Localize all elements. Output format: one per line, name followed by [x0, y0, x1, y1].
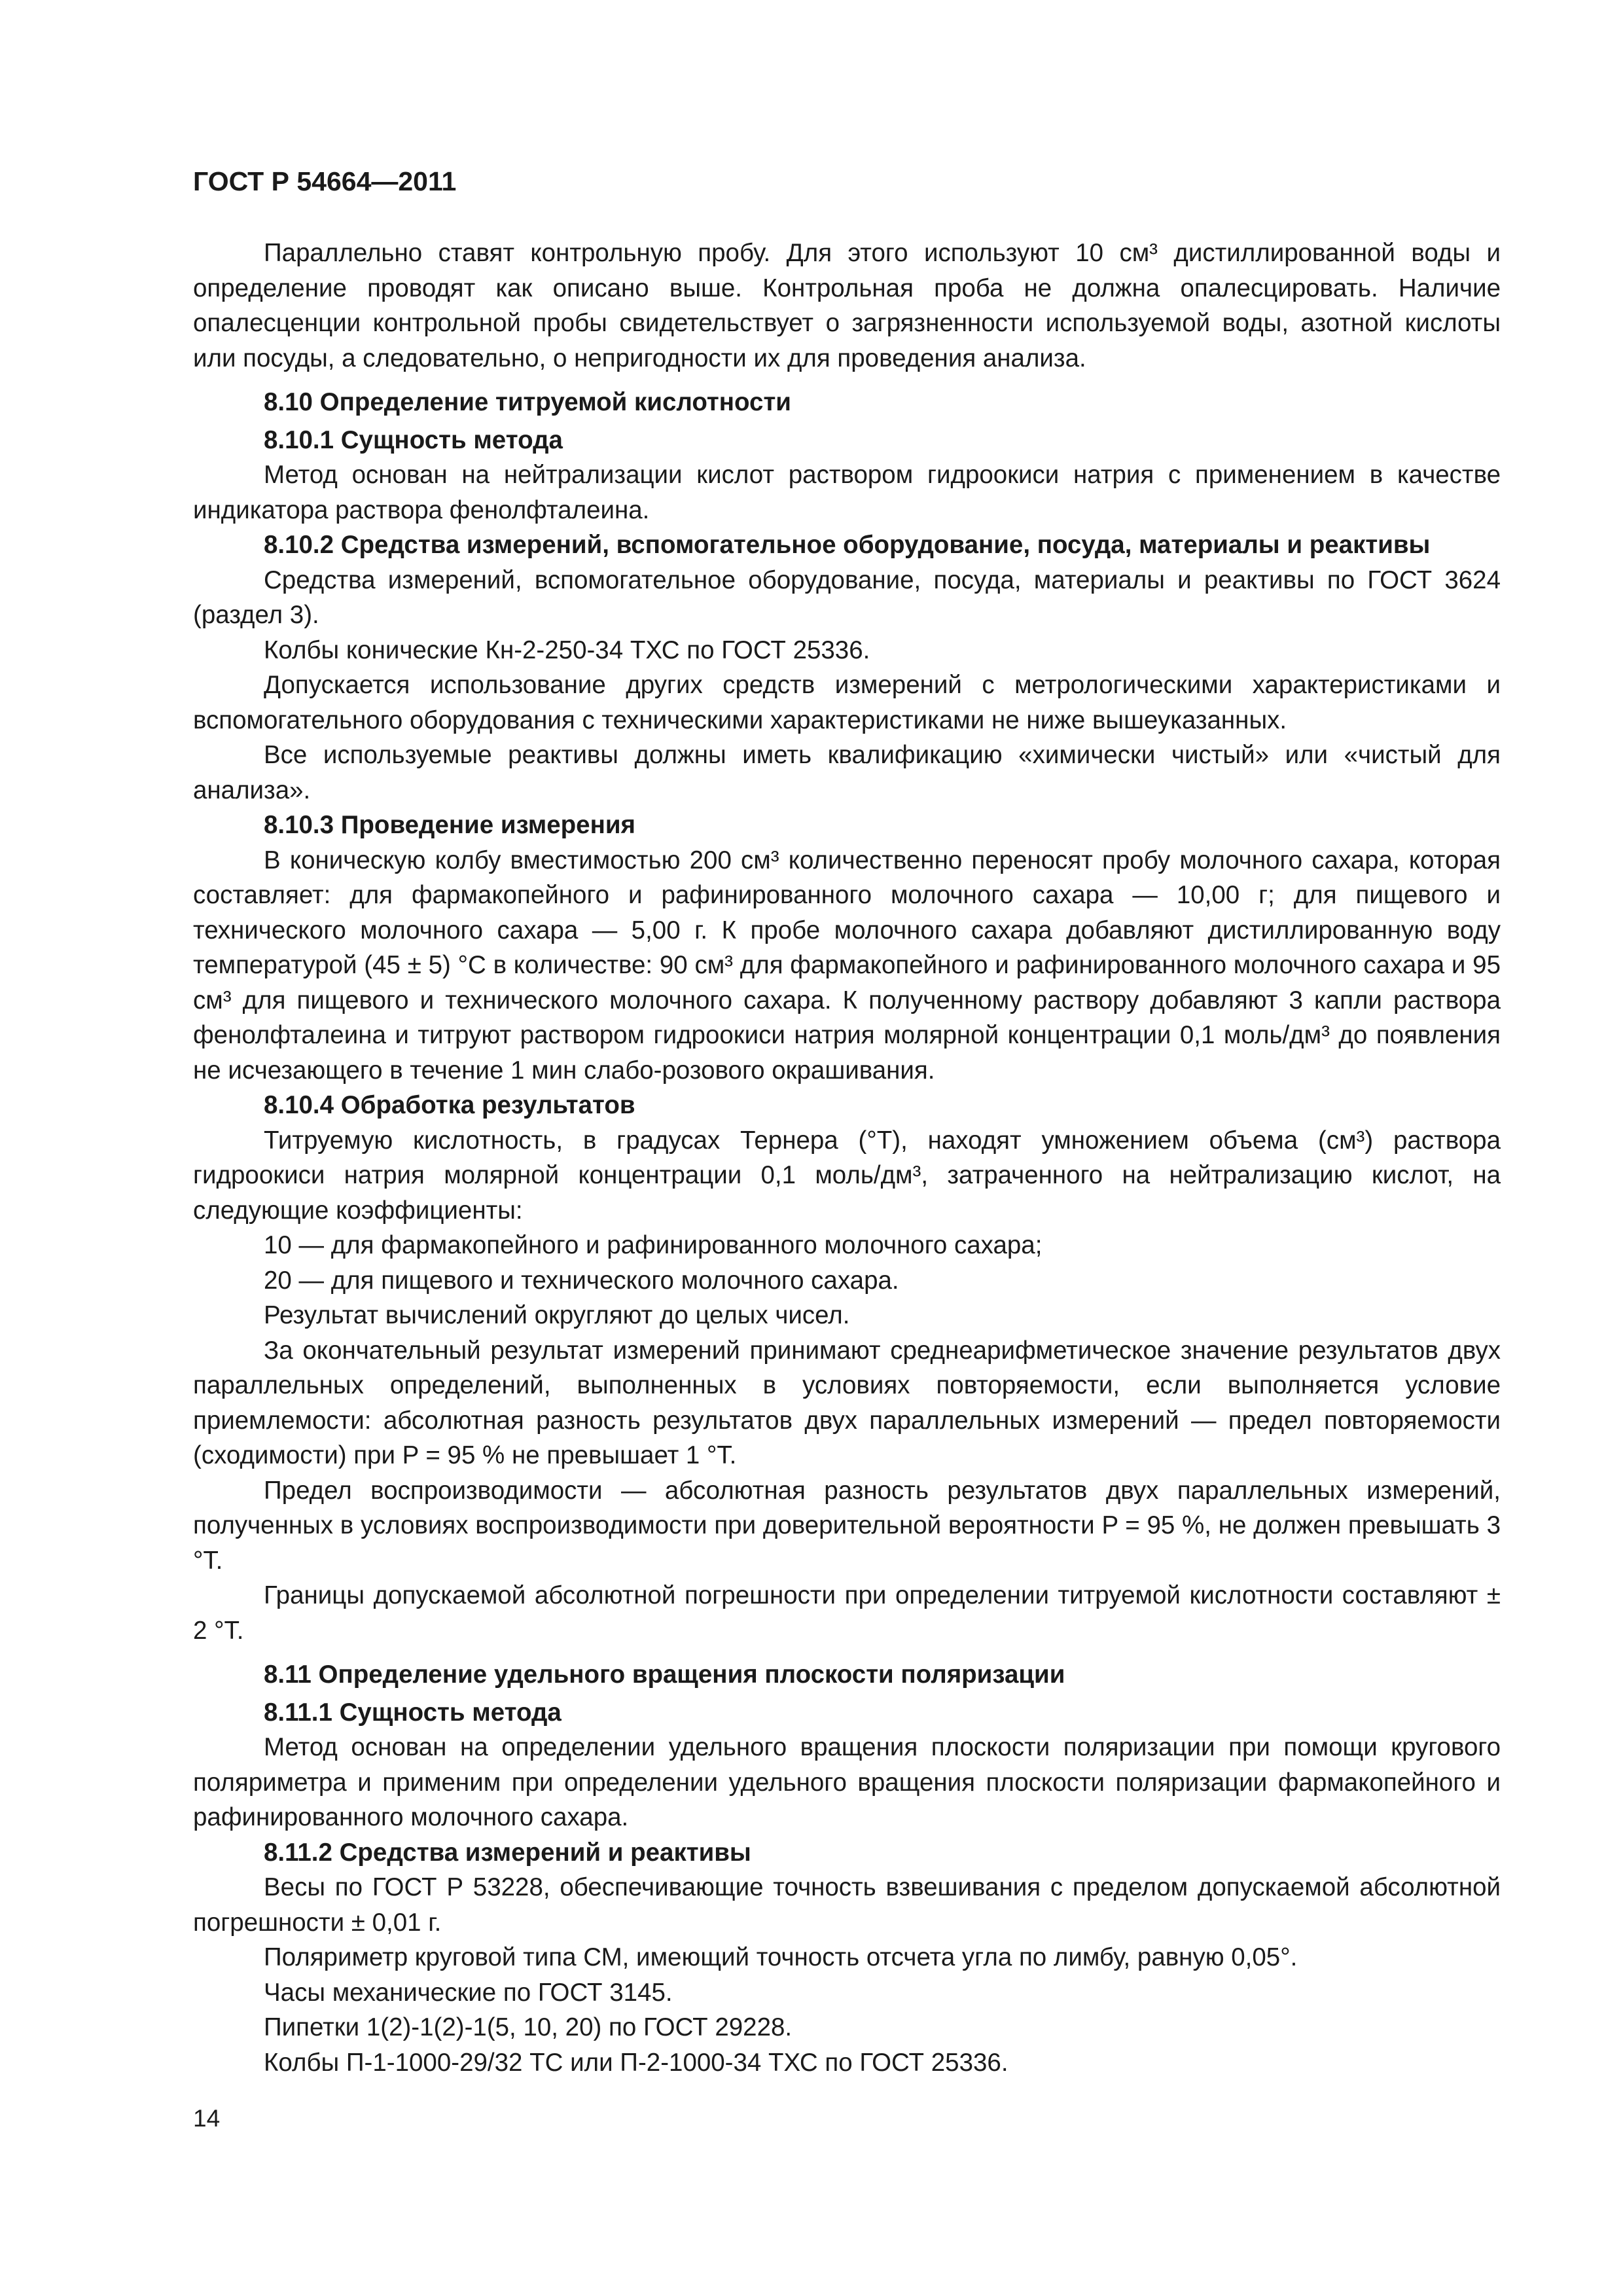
paragraph: Поляриметр круговой типа СМ, имеющий точность отсчета угла по лимбу, равную 0,05°. [264, 1943, 1298, 1971]
subsection-heading: 8.11.1 Сущность метода [264, 1698, 562, 1727]
paragraph: Метод основан на нейтрализации кислот раствором гидроокиси натрия с применением в качестве индикатора раствора фенолфталеина. [193, 461, 1501, 524]
paragraph: Весы по ГОСТ Р 53228, обеспечивающие точность взвешивания с пределом допускаемой абсолютной погрешности ± 0,01 г. [193, 1873, 1501, 1937]
subsection-heading: 8.10.4 Обработка результатов [264, 1091, 635, 1119]
document-body [193, 236, 1501, 2080]
subsection-heading: 8.10.1 Сущность метода [264, 425, 563, 454]
paragraph: 20 — для пищевого и технического молочного сахара. [264, 1266, 899, 1295]
paragraph: За окончательный результат измерений принимают среднеарифметическое значение результатов двух параллельных определений, выполненных в условиях повторяемости, если выполняется условие приемлемости: абсолютная разность результатов двух параллельных измерений — предел повторяемости (сходимости) при P = 95 % не превышает 1 °Т. [193, 1336, 1501, 1469]
paragraph: Колбы конические Кн-2-250-34 ТХС по ГОСТ 25336. [264, 636, 870, 664]
section-heading: 8.10 Определение титруемой кислотности [264, 388, 791, 416]
subsection-heading: 8.10.2 Средства измерений, вспомогательное оборудование, посуда, материалы и реактивы [264, 531, 1431, 559]
paragraph: Часы механические по ГОСТ 3145. [264, 1978, 673, 2007]
paragraph: Границы допускаемой абсолютной погрешности при определении титруемой кислотности составляют ± 2 °Т. [193, 1581, 1501, 1645]
paragraph: 10 — для фармакопейного и рафинированного молочного сахара; [264, 1231, 1043, 1259]
paragraph: Колбы П-1-1000-29/32 ТС или П-2-1000-34 ТХС по ГОСТ 25336. [264, 2048, 1008, 2077]
document-header: ГОСТ Р 54664—2011 [193, 166, 457, 196]
paragraph: Допускается использование других средств измерений с метрологическими характеристиками и вспомогательного оборудования с техническими характеристиками не ниже вышеуказанных. [193, 671, 1501, 734]
paragraph: Предел воспроизводимости — абсолютная разность результатов двух параллельных измерений, полученных в условиях воспроизводимости при доверительной вероятности P = 95 %, не должен превышать 3 °Т. [193, 1476, 1501, 1575]
page-number: 14 [193, 2105, 221, 2132]
paragraph: Средства измерений, вспомогательное оборудование, посуда, материалы и реактивы по ГОСТ 3624 (раздел 3). [193, 565, 1501, 629]
paragraph: Метод основан на определении удельного вращения плоскости поляризации при помощи кругового поляриметра и применим при определении удельного вращения плоскости поляризации фармакопейного и рафинированного молочного сахара. [193, 1733, 1501, 1831]
paragraph: Пипетки 1(2)-1(2)-1(5, 10, 20) по ГОСТ 29228. [264, 2013, 793, 2041]
subsection-heading: 8.11.2 Средства измерений и реактивы [264, 1838, 751, 1867]
paragraph: В коническую колбу вместимостью 200 см³ количественно переносят пробу молочного сахара, которая составляет: для фармакопейного и рафинированного молочного сахара — 10,00 г; для пищевого и технического молочного сахара — 5,00 г. К пробе молочного сахара добавляют дистиллированную воду температурой (45 ± 5) °С в количестве: 90 см³ для фармакопейного и рафинированного молочного сахара и 95 см³ для пищевого и технического молочного сахара. К полученному раствору добавляют 3 капли раствора фенолфталеина и титруют раствором гидроокиси натрия молярной концентрации 0,1 моль/дм³ до появления не исчезающего в течение 1 мин слабо-розового окрашивания. [193, 846, 1501, 1085]
paragraph: Все используемые реактивы должны иметь квалификацию «химически чистый» или «чистый для анализа». [193, 741, 1501, 804]
paragraph: Титруемую кислотность, в градусах Тернера (°Т), находят умножением объема (см³) раствора гидроокиси натрия молярной концентрации 0,1 моль/дм³, затраченного на нейтрализацию кислот, на следующие коэффициенты: [193, 1126, 1501, 1225]
paragraph: Результат вычислений округляют до целых чисел. [264, 1301, 850, 1329]
paragraph: Параллельно ставят контрольную пробу. Для этого используют 10 см³ дистиллированной воды и определение проводят как описано выше. Контрольная проба не должна опалесцировать. Наличие опалесценции контрольной пробы свидетельствует о загрязненности используемой воды, азотной кислоты или посуды, а следовательно, о непригодности их для проведения анализа. [193, 239, 1501, 372]
section-heading: 8.11 Определение удельного вращения плоскости поляризации [264, 1660, 1065, 1689]
subsection-heading: 8.10.3 Проведение измерения [264, 811, 635, 839]
